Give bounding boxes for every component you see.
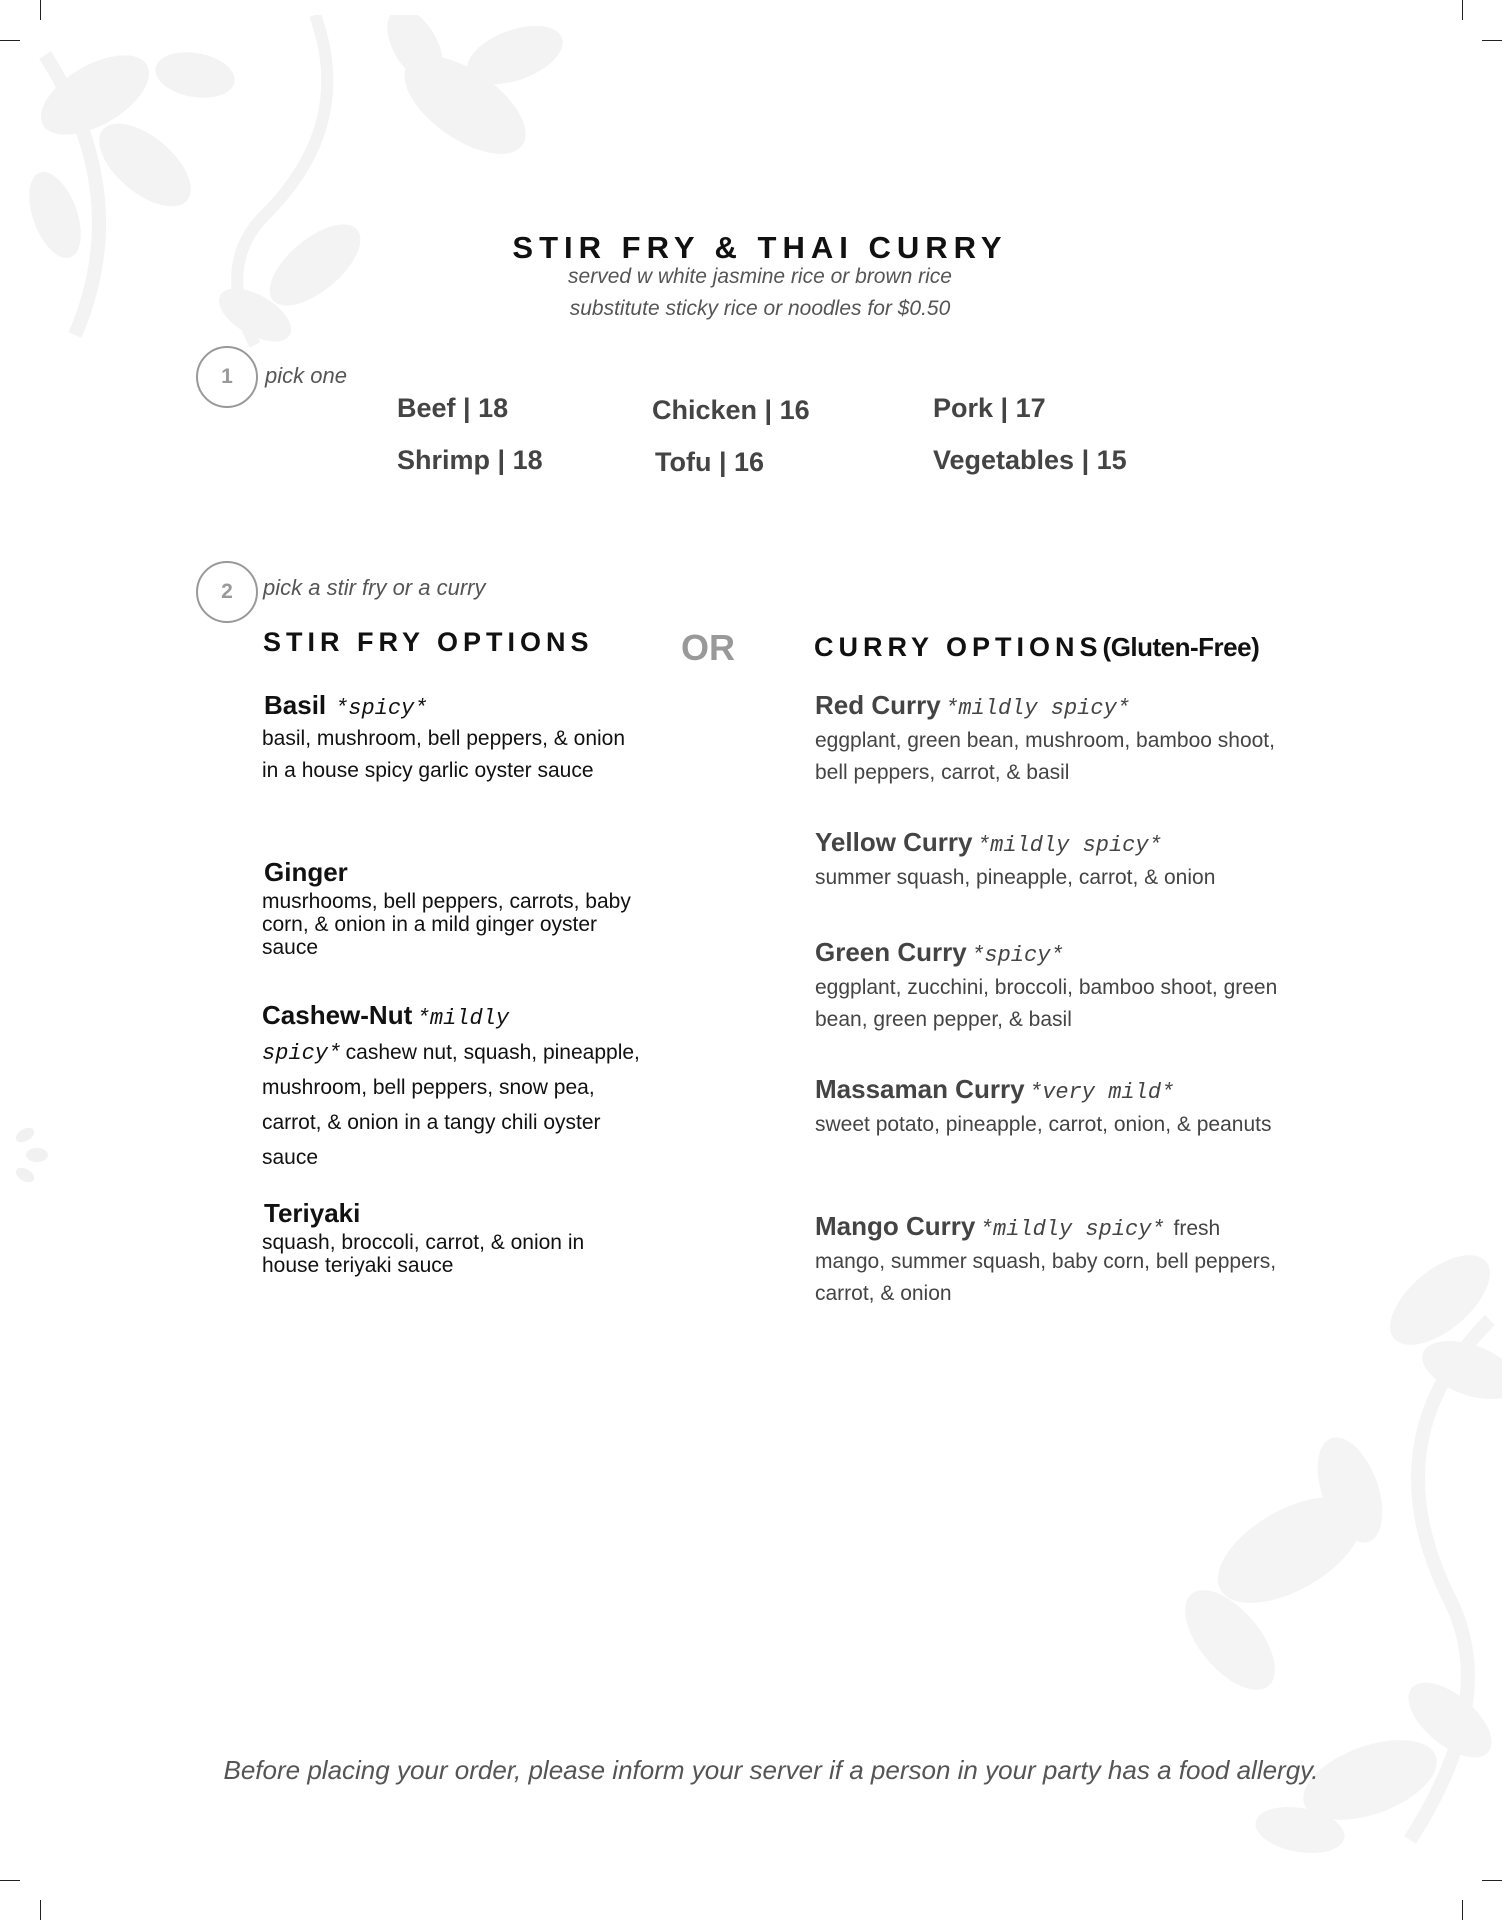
floral-pattern-left-edge (15, 1120, 55, 1190)
dish-description: mango, summer squash, baby corn, bell peppers, carrot, & onion (815, 1250, 1277, 1305)
dish-description: squash, broccoli, carrot, & onion in house teriyaki sauce (262, 1231, 585, 1277)
step-2-label: pick a stir fry or a curry (263, 575, 486, 600)
dish-name: Basil (264, 690, 327, 720)
spice-level: *mildly spicy* (979, 1217, 1165, 1242)
floral-pattern-top-left (15, 15, 655, 375)
stir-fry-item-basil (262, 690, 642, 787)
stir-fry-item-teriyaki (262, 1198, 642, 1277)
dish-description: eggplant, zucchini, broccoli, bamboo shoot, green bean, green pepper, & basil (815, 976, 1278, 1031)
gluten-free-note: (Gluten-Free) (1102, 632, 1260, 662)
crop-mark-bl-v (40, 1900, 41, 1920)
protein-pork: Pork | 17 (933, 393, 1046, 423)
menu-subtitle-substitute: substitute sticky rice or noodles for $0.50 (569, 297, 951, 320)
dish-name: Yellow Curry (815, 827, 973, 857)
dish-description-inline: fresh (1173, 1217, 1221, 1240)
dish-name: Massaman Curry (815, 1074, 1025, 1104)
protein-vegetables: Vegetables | 15 (933, 445, 1127, 475)
crop-mark-tr-h (1482, 40, 1502, 41)
dish-name: Ginger (264, 857, 348, 887)
menu-subtitle-rice: served w white jasmine rice or brown rice (568, 265, 952, 288)
stir-fry-heading: STIR FRY OPTIONS (263, 627, 594, 657)
spice-level: *mildly spicy* (945, 696, 1130, 721)
protein-tofu: Tofu | 16 (655, 447, 765, 477)
spice-level: *spicy* (335, 696, 428, 721)
protein-beef: Beef | 18 (397, 393, 509, 423)
allergy-notice: Before placing your order, please inform your server if a person in your party has a food allergy. (223, 1755, 1319, 1785)
dish-description: musrhooms, bell peppers, carrots, baby corn, & onion in a mild ginger oyster sauce (262, 890, 631, 959)
or-divider: OR (681, 627, 735, 668)
dish-name: Green Curry (815, 937, 967, 967)
spice-level: *mildly spicy* (262, 1006, 510, 1066)
step-2-badge: 2 (196, 561, 258, 623)
menu-title: STIR FRY & THAI CURRY (512, 230, 1008, 265)
crop-mark-bl-h (0, 1880, 20, 1881)
dish-description: basil, mushroom, bell peppers, & onion in a house spicy garlic oyster sauce (262, 727, 626, 782)
dish-name: Red Curry (815, 690, 941, 720)
curry-heading: CURRY OPTIONS (814, 632, 1103, 662)
dish-name: Cashew-Nut (262, 1000, 413, 1030)
curry-item-green (815, 937, 1295, 1036)
dish-name: Teriyaki (264, 1198, 361, 1228)
spice-level: *very mild* (1029, 1080, 1175, 1105)
spice-level: *mildly spicy* (976, 833, 1162, 858)
step-1-badge: 1 (196, 346, 258, 408)
curry-item-red (815, 690, 1295, 789)
stir-fry-item-ginger (262, 857, 642, 959)
crop-mark-tr-v (1462, 0, 1463, 20)
dish-name: Mango Curry (815, 1211, 976, 1241)
dish-description: cashew nut, squash, pineapple, mushroom, bell peppers, snow pea, carrot, & onion in a tangy chili oyster sauce (262, 1041, 640, 1169)
dish-description: summer squash, pineapple, carrot, & onion (815, 866, 1216, 889)
dish-description: sweet potato, pineapple, carrot, onion, & peanuts (815, 1113, 1272, 1136)
curry-item-massaman (815, 1074, 1295, 1141)
dish-description: eggplant, green bean, mushroom, bamboo shoot, bell peppers, carrot, & basil (815, 729, 1275, 784)
protein-shrimp: Shrimp | 18 (397, 445, 543, 475)
curry-item-mango (815, 1211, 1295, 1310)
stir-fry-item-cashew-nut (262, 998, 642, 1177)
protein-chicken: Chicken | 16 (652, 395, 810, 425)
curry-item-yellow (815, 827, 1295, 894)
step-1-label: pick one (265, 363, 347, 388)
crop-mark-br-v (1462, 1900, 1463, 1920)
curry-heading-wrapper (814, 632, 1259, 663)
crop-mark-br-h (1482, 1880, 1502, 1881)
spice-level: *spicy* (971, 943, 1064, 968)
